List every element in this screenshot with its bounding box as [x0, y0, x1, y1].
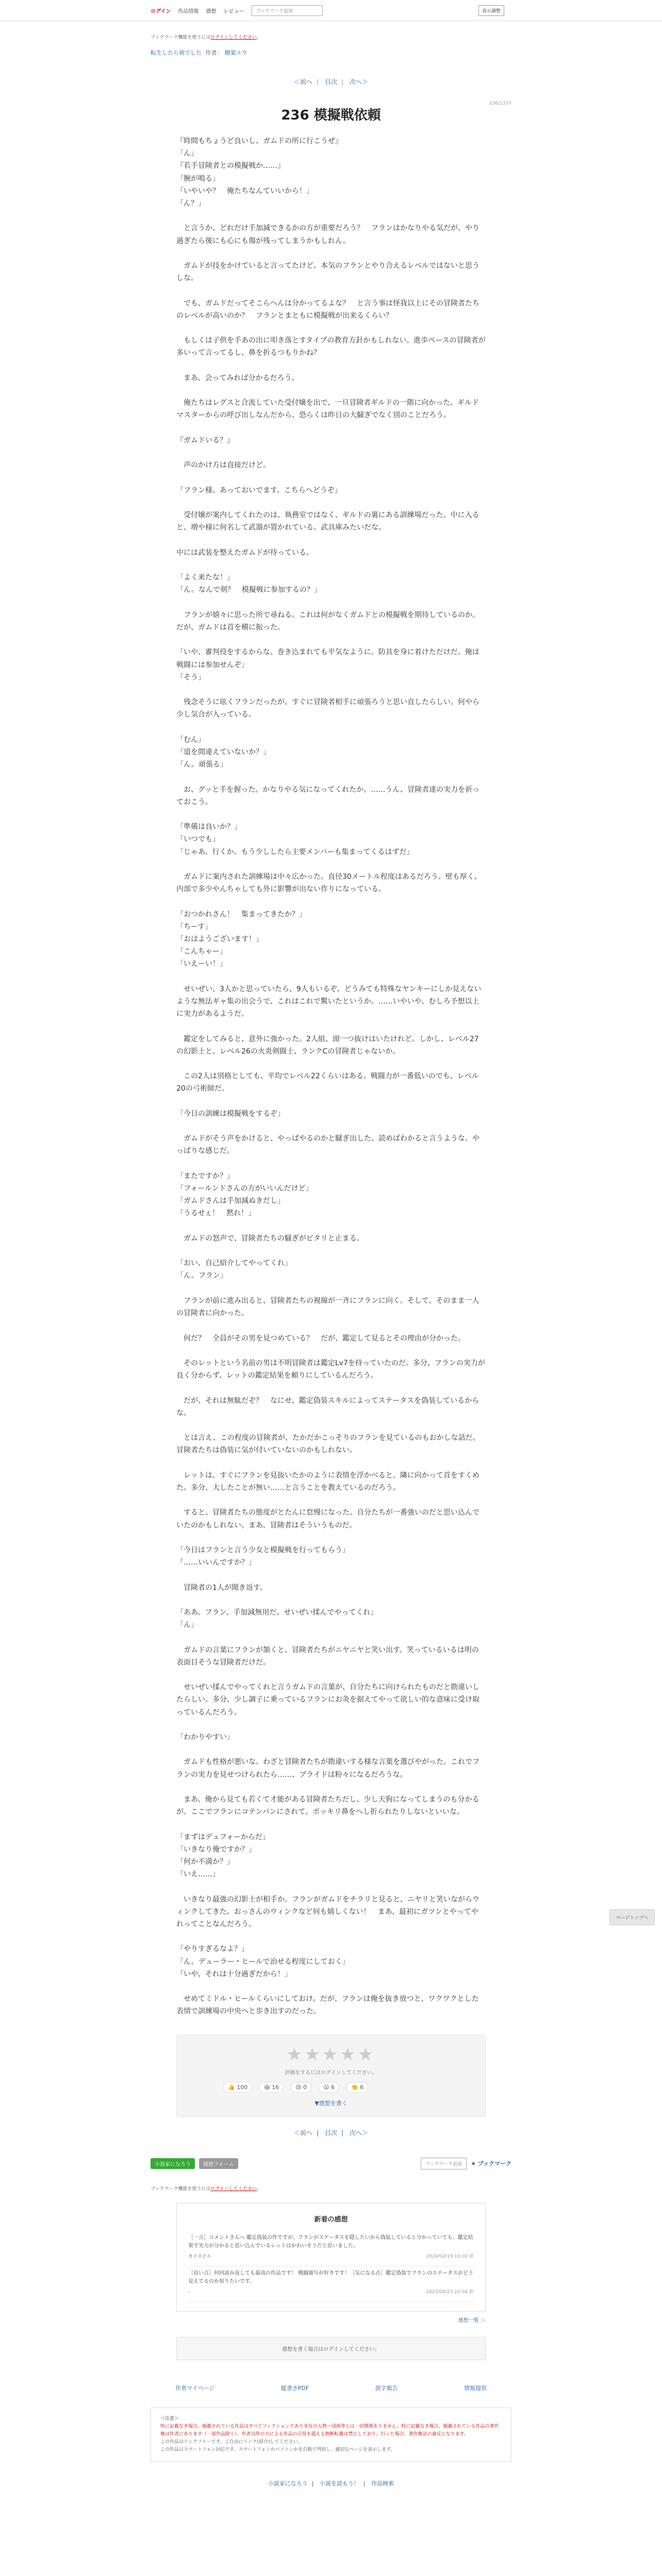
paragraph-spacer: [176, 1095, 486, 1108]
body-paragraph: 「ああ。フラン、手加減無用だ。せいぜい揉んでやってくれ」 「ん」: [176, 1608, 378, 1630]
body-paragraph: 「いや、審判役をするからな。巻き込まれても平気なように。防具を身に着けただけだ。俺は戦闘には参加せんぞ」 「そう」: [176, 648, 479, 682]
paragraph-spacer: [176, 971, 486, 983]
nav-item-reviews[interactable]: レビュー: [223, 8, 244, 14]
comment-user-link[interactable]: カリスピエ: [188, 2253, 211, 2259]
reaction-cry-icon: 😢: [295, 2083, 302, 2091]
paragraph-spacer: [176, 1494, 486, 1506]
body-paragraph: すると、冒険者たちの態度がとたんに怠慢になった。自分たちが一番強いのだと思い込んでいたのかもしれない。まあ、冒険者はそういうものだ。: [176, 1509, 479, 1530]
reaction-cry-count: 0: [303, 2083, 307, 2091]
paragraph-spacer: [176, 210, 486, 222]
paragraph-spacer: [176, 1158, 486, 1170]
body-paragraph: だが、それは無駄だぞ？ なにせ、鑑定偽装スキルによってステータスを偽装しているからな。: [176, 1396, 479, 1417]
body-paragraph: 「今日はフランと言う少女と模擬戦を行ってもらう」 「……いいんですか？」: [176, 1546, 350, 1567]
body-paragraph: ガムドに案内された訓練場は中々広かった。直径30メートル程度はあるだろう。壁も厚く、内部で多少やんちゃしても外に影響が出ない作りになっている。: [176, 872, 482, 894]
prev-link-bottom[interactable]: ＜前へ: [294, 2129, 313, 2137]
top-nav: [0, 0, 662, 21]
body-paragraph: せめてミドル・ヒールくらいにしておけ。だが、フランは俺を抜き放つと、ワクワクとした表情で訓練場の中央へと歩き出すのだった。: [176, 1995, 479, 2016]
reaction-laugh-count: 16: [272, 2083, 279, 2091]
paragraph-spacer: [176, 471, 486, 484]
bookmark-notice: [0, 33, 662, 40]
recent-comments: [176, 2203, 486, 2312]
reaction-laugh[interactable]: [259, 2082, 284, 2093]
body-paragraph: とは言え、この程度の冒険者が、たかだかこっそりのフランを見ているのもおかしな話だ。冒険者たちは偽装に気が付いていないのかもしれない。: [176, 1434, 480, 1455]
body-paragraph: ガムドの言葉にフランが頷くと、冒険者たちがニヤニヤと笑い出す。笑っているいるは明の表面目そうな冒険者だけだ。: [176, 1646, 479, 1667]
nav-item-info[interactable]: 作品情報: [178, 8, 199, 14]
paragraph-spacer: [176, 1245, 486, 1257]
notice-prefix-bottom: ブックマーク機能を使うには: [151, 2186, 211, 2192]
body-paragraph: 鑑定をしてみると、意外に強かった。2人組、頭一つ抜けはいたけれど。しかし、レベル27の幻影士と、レベル26の火炎剣闘士、ランクCの冒険者じゃないか。: [176, 1035, 479, 1056]
body-paragraph: もしくは子供を手あの出に叩き落とすタイプの教育方針かもしれない。進歩ペースの冒険者が多いって言ってるし、鼻を折るつもりかね？: [176, 336, 486, 358]
paragraph-spacer: [176, 1669, 486, 1681]
typo-report-link[interactable]: 誤字報告: [375, 2384, 398, 2392]
paragraph-spacer: [176, 771, 486, 783]
toc-link[interactable]: 目次: [324, 78, 337, 86]
chapter-body: [0, 135, 662, 2018]
comment-text: ［良い点］何回読み返しても最高の作品です！ 戦闘描写が好きです！［気になる点］鑑定偽装でフランのステータスがどう見えてるのか知りたいです。: [188, 2270, 473, 2284]
chapter-pager-top: ＜前へ | 目次 | 次へ＞: [294, 78, 368, 86]
paragraph-spacer: [176, 597, 486, 609]
body-paragraph: でも、ガムドだってそこらへんは分かってるよな？ と言う事は怪我以上にその冒険者たちのレベルが高いのか？ フランとまともに模擬戦が出来るくらい？: [176, 299, 479, 320]
login-required-link-bottom[interactable]: ログインしてください: [210, 2186, 257, 2192]
body-paragraph: ガムドの怒声で、冒険者たちの騒ぎがピタリと止まる。: [176, 1234, 364, 1243]
paragraph-spacer: [176, 1382, 486, 1394]
body-paragraph: と言うか、どれだけ手加減できるかの方が重要だろう？ フランはかなりやる気だが、やり過ぎたら後にも心にも傷が残ってしまうかもしれん。: [176, 224, 479, 245]
chapter-count: 236/1337: [489, 101, 511, 106]
body-paragraph: 残念そうに呟くフランだったが、すぐに冒険者相手に頑張ろうと思い直したらしい。何やら少し気合が入っている。: [176, 698, 479, 719]
body-paragraph: 「おい、自己紹介してやってくれ」 「ん。フラン」: [176, 1259, 292, 1280]
rating-panel: [176, 2035, 486, 2117]
reaction-good-count: 100: [237, 2083, 248, 2091]
vertical-pdf-link[interactable]: 縦書きPDF: [280, 2384, 309, 2392]
body-paragraph: この2人は別格としても、平均でレベル22くらいはある。戦闘力が一番低いのでも、レベル20の弓術師だ。: [176, 1072, 479, 1093]
paragraph-spacer: [176, 634, 486, 646]
body-paragraph: 「おつかれさん！ 集まってきたか？」 「ちーす」 「おはようございます！」 「こんちゃー」 「いえーい！」: [176, 910, 306, 969]
paragraph-spacer: [176, 1631, 486, 1643]
prev-link[interactable]: ＜前へ: [294, 78, 313, 86]
comment-item: [188, 2231, 474, 2266]
body-paragraph: 「よく来たな！」 「ん。なんで剣？ 模擬戦に参加するの？」: [176, 573, 321, 595]
reaction-good[interactable]: [223, 2082, 252, 2093]
paragraph-spacer: [176, 422, 486, 434]
paragraph-spacer: [176, 1220, 486, 1232]
body-paragraph: 俺たちはレグスと合流していた受付嬢を出で、一旦冒険者ギルドの一階に向かった。ギルドマスターからの呼び出しなんだから、恐らくは昨日の大騒ぎでなく別のことだろう。: [176, 399, 479, 420]
body-paragraph: フランが前に進み出ると、冒険者たちの視線が一斉にフランに向く。そして、そのまま一人の冒険者に向かった。: [176, 1296, 479, 1318]
paragraph-spacer: [176, 1319, 486, 1332]
notice-box: [151, 2408, 511, 2462]
page-top-button[interactable]: ページトップへ: [609, 1909, 655, 1925]
paragraph-spacer: [176, 1120, 486, 1132]
next-link-bottom[interactable]: 次へ＞: [349, 2129, 368, 2137]
reaction-good-icon: 👍: [228, 2083, 235, 2091]
body-paragraph: ガムドも性格が悪いな。わざと冒険者たちが勘違いする様な言葉を選びやがった。これでフランの実力を見せつけられたら……、プライドは粉々になるだろうな。: [176, 1758, 479, 1779]
paragraph-spacer: [176, 1345, 486, 1357]
paragraph-spacer: [176, 1058, 486, 1070]
login-link[interactable]: ログイン: [151, 8, 171, 14]
reaction-surprise-icon: 😮: [323, 2083, 329, 2091]
paragraph-spacer: [176, 384, 486, 397]
reaction-surprise[interactable]: [319, 2082, 339, 2093]
series-info: [0, 48, 662, 57]
reaction-list: [187, 2082, 475, 2093]
paragraph-spacer: [176, 247, 486, 260]
reaction-laugh-icon: 😆: [264, 2083, 270, 2091]
comments-list-link[interactable]: 感想一覧 ＞: [458, 2317, 486, 2324]
info-provide-link[interactable]: 情報提供: [464, 2384, 487, 2392]
paragraph-spacer: [176, 1818, 486, 1831]
paragraph-spacer: [176, 1930, 486, 1943]
body-paragraph: いきなり最強の幻影士が相手か。フランがガムドをチラリと見ると、ニヤリと笑いながらウィンクしてきた。おっさんのウィンクなど何も嬉しくない！ まあ、最初にガツンとやってやれってことなんだろう。: [176, 1895, 479, 1929]
paragraph-spacer: [176, 360, 486, 372]
display-settings-button[interactable]: 表示調整: [478, 5, 504, 16]
site-badge[interactable]: 小説家になろう: [151, 2158, 195, 2169]
body-paragraph: 「今日の訓練は模擬戦をするぞ」: [176, 1109, 285, 1118]
paragraph-spacer: [176, 1880, 486, 1893]
bookmark-add-field[interactable]: ブックマーク追加: [252, 5, 323, 16]
paragraph-spacer: [176, 684, 486, 696]
paragraph-spacer: [176, 534, 486, 547]
notice-smartphone: この作品はスマートフォン対応です。スマートフォンかパソコンかを自動で判別し、適切なページを表示します。: [160, 2447, 395, 2452]
body-paragraph: 『時間もちょうど良いし、ガムドの所に行こうぜ』 「ん」 『若手冒険者との模擬戦か……』 「腕が鳴る」 「いやいや？ 俺たちなんていいから！」 「ん？」: [176, 137, 342, 208]
paragraph-spacer: [176, 895, 486, 908]
body-paragraph: レットは、すぐにフランを見抜いたかのように表情を浮かべると、隣に向かって首をすくめた。多分、大したことが無い……と言うことを教えているのだろう。: [176, 1471, 479, 1492]
bookmark-button[interactable]: ★ ブックマーク: [471, 2160, 511, 2167]
body-paragraph: 『ガムドいる？』: [176, 436, 234, 445]
comment-text: ［一言］コメントさんへ 鑑定偽装の件ですが、フランがステータスを隠したいから偽装していると分かっていても、鑑定結果で実力が分かると思い込んでいるレットはかわいそうだと思いました。: [188, 2234, 473, 2249]
reaction-clap-count: 6: [360, 2083, 364, 2091]
notice-suffix: 。: [256, 35, 261, 40]
comment-item: [188, 2266, 474, 2302]
body-paragraph: せいぜい、3人かと思っていたら、9人もいるぞ。どうみても特殊なヤンキーにしか見えないような無法ギャ集の出会うで、これはこれで驚いたというか。……いやいや、むしろ予想以上に実力があるようだ。: [176, 985, 482, 1019]
recent-comments-title: 新着の感想: [314, 2215, 348, 2224]
body-paragraph: まあ、俺から見ても若くて才能がある冒険者たちだし、少し天狗になってしまうのも分かるが。ここでフランにコテンパンにされて、ポッキリ鼻をへし折られたりしないといいな。: [176, 1795, 479, 1817]
action-bar: [0, 2158, 662, 2170]
body-paragraph: 何だ？ 全員がその男を見つめている？ だが、鑑定して見るとその理由が分かった。: [176, 1334, 465, 1343]
login-required-link[interactable]: ログインしてください: [210, 35, 257, 40]
paragraph-spacer: [176, 559, 486, 571]
body-paragraph: 「わかりやすい」: [176, 1733, 234, 1741]
chapter-pager-bottom: ＜前へ | 目次 | 次へ＞: [294, 2129, 368, 2137]
footer-link-search[interactable]: 作品検索: [371, 2480, 394, 2487]
notice-suffix-bottom: 。: [256, 2186, 261, 2192]
paragraph-spacer: [176, 1282, 486, 1295]
footer-link-read[interactable]: 小説を読もう！: [320, 2480, 359, 2487]
body-paragraph: ガムドがそう声をかけると、やっぱやるのかと騒ぎ出した。読めばわかると言うような、やっぱりな感じだ。: [176, 1134, 479, 1156]
paragraph-spacer: [176, 1781, 486, 1793]
toc-link-bottom[interactable]: 目次: [324, 2129, 337, 2137]
comment-login-box: 感想を書く場合はログインしてください。: [176, 2337, 486, 2360]
site-footer: 小説家になろう | 小説を読もう！ | 作品検索: [268, 2480, 394, 2487]
author-label: 作者：: [205, 49, 223, 56]
rating-login-text: 評価をするにはログインしてください。: [285, 2070, 377, 2076]
body-paragraph: ガムドが技をかけていると言ってたけど、本気のフランとやり合えるレベルではないと思うしな。: [176, 262, 479, 283]
rating-stars[interactable]: ★★★★★: [286, 2044, 376, 2065]
next-link[interactable]: 次へ＞: [349, 78, 368, 86]
notice-prefix: ブックマーク機能を使うには: [151, 35, 211, 40]
body-paragraph: 冒険者の1人が聞き返す。: [176, 1583, 267, 1592]
paragraph-spacer: [176, 808, 486, 821]
reaction-surprise-count: 6: [331, 2083, 335, 2091]
reaction-cry[interactable]: [291, 2082, 311, 2093]
paragraph-spacer: [176, 1020, 486, 1032]
body-paragraph: まあ、会ってみれば分かるだろう。: [176, 374, 299, 382]
comment-date: 2023/08/23 22:04 新: [426, 2289, 474, 2295]
series-title-link[interactable]: 転生したら剣でした: [151, 49, 202, 56]
paragraph-spacer: [176, 721, 486, 734]
body-paragraph: 「むん」 「道を間違えていないか？」 「ん。頑張る」: [176, 735, 270, 769]
comment-date: 2024/02/19 10:02 新: [426, 2253, 474, 2259]
body-paragraph: 「準備は良いか？」 「いつでも」 「じゃあ、行くか。もう少ししたら主要メンバーも集まってくるはずだ」: [176, 823, 414, 856]
reaction-clap-icon: 👏: [351, 2083, 358, 2091]
body-paragraph: 「まずはデュフォーからだ」 「いきなり俺ですか？」 「何か不満か？」 「いえ……」: [176, 1833, 270, 1879]
body-paragraph: 声のかけ方は直接だけど。: [176, 461, 270, 470]
paragraph-spacer: [176, 1457, 486, 1469]
footer-link-site[interactable]: 小説家になろう: [268, 2480, 308, 2487]
nav-item-comments[interactable]: 感想: [206, 8, 217, 14]
body-paragraph: せいぜい揉んでやってくれと言うガムドの言葉が、自分たちに向けられたものだと勘違いしたらしい。多分、少し調子に乗っているフランにお灸を据えてやって欲しい的な意味に受け取っているんだろう。: [176, 1683, 479, 1717]
body-paragraph: 「やりすぎるなよ？」 「ん。デューラー・ヒールで治せる程度にしておく」 「いや、それは十分過ぎだから！」: [176, 1945, 350, 1978]
paragraph-spacer: [176, 284, 486, 297]
bookmark-notice-bottom: [0, 2185, 662, 2192]
paragraph-spacer: [176, 1743, 486, 1756]
paragraph-spacer: [176, 1980, 486, 1993]
notice-copyright: 特に記載なき場合、掲載されている作品はすべてフィクションであり実在の人物・団体等とは一切関係ありません。特に記載なき場合、掲載されている作品の著作権は作者にあります（一部作品除く）。作者以外の方による作品の引用を超える無断転載は禁止しており、行った場合、著作権法の違反となります。: [160, 2424, 499, 2437]
comment-user-link[interactable]: -: [188, 2289, 190, 2295]
body-paragraph: 「またですか？」 「フォールンドさんの方がいいんだけど」 「ガムドさんは手加減ぬきだし」 「うるせぇ！ 黙れ！」: [176, 1172, 313, 1218]
paragraph-spacer: [176, 1719, 486, 1731]
bookmark-area: [421, 2158, 511, 2170]
reaction-clap[interactable]: [346, 2082, 368, 2093]
chapter-title: 236 模擬戦依頼: [281, 108, 381, 123]
comment-form-badge[interactable]: 感想フォーム: [199, 2158, 238, 2169]
body-paragraph: 中には武装を整えたガムドが待っている。: [176, 548, 313, 557]
body-paragraph: お、グッと手を握った。かなりやる気になってくれたか。……うん、冒険者達の実力を祈っておこう。: [176, 785, 480, 806]
body-paragraph: フランが嬉々に思った所で尋ねる。これは何がなくガムドとの模擬戦を期待しているのか。だが、ガムドは首を横に振った。: [176, 611, 479, 632]
bookmark-input[interactable]: ブックマーク追加: [421, 2158, 467, 2170]
paragraph-spacer: [176, 1532, 486, 1544]
notice-title: ＜注意＞: [160, 2416, 179, 2421]
body-paragraph: そのレットという名前の男は不明冒険者は鑑定Lv7を持っていたのだ。多分、フランの実力が良く分からず、レットの鑑定結果を頼りにしているんだろう。: [176, 1359, 485, 1380]
body-paragraph: 受付嬢が案内してくれたのは、執務室ではなく、ギルドの裏にある訓練場だった。中に入ると、増や様に何名して武器が置かれている。武具庫みたいだな。: [176, 511, 479, 532]
author-link[interactable]: 棚架ユウ: [224, 49, 247, 56]
paragraph-spacer: [176, 322, 486, 334]
paragraph-spacer: [176, 1569, 486, 1581]
paragraph-spacer: [176, 1419, 486, 1432]
author-page-link[interactable]: 作者マイページ: [175, 2384, 215, 2392]
work-links: [0, 2384, 662, 2392]
paragraph-spacer: [176, 858, 486, 871]
notice-linkfree: この作品はリンクフリーです。ご自由にリンク(紹介)してください。: [160, 2439, 303, 2445]
paragraph-spacer: [176, 1594, 486, 1606]
paragraph-spacer: [176, 497, 486, 509]
paragraph-spacer: [176, 447, 486, 459]
body-paragraph: 「フラン様。あっておいでます。こちらへどうぞ」: [176, 486, 342, 495]
write-comment-link[interactable]: ▼感想を書く: [315, 2099, 347, 2107]
